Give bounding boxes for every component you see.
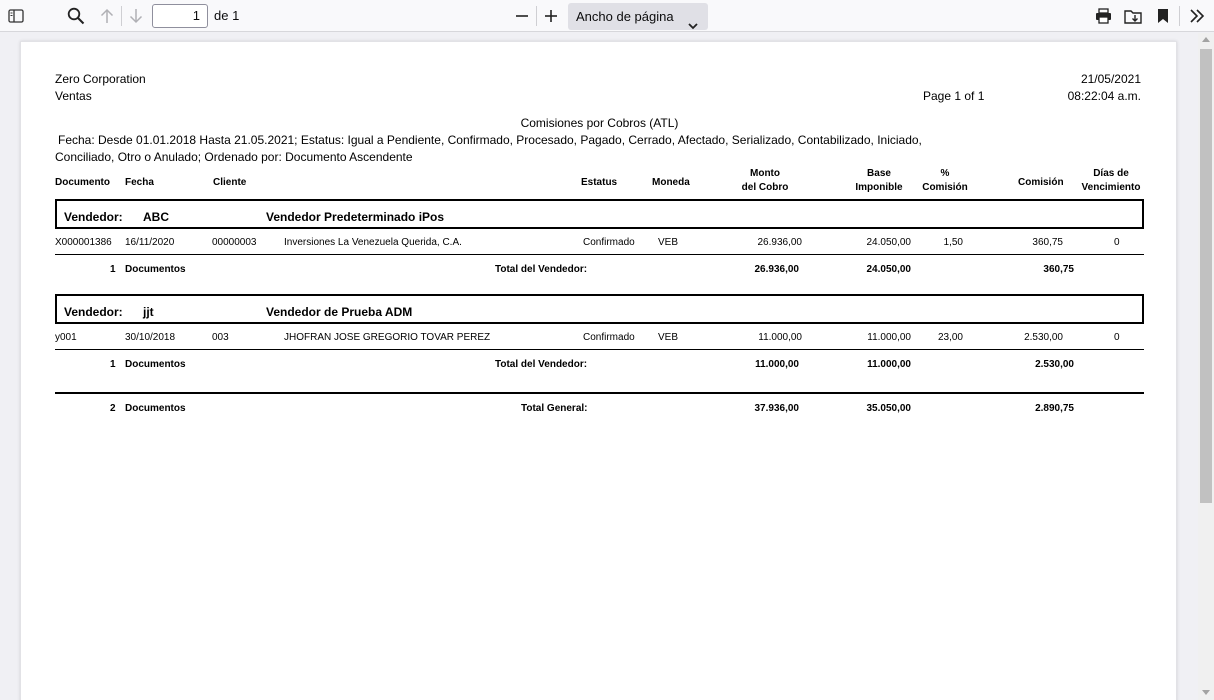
cell-cliente-nombre: JHOFRAN JOSE GREGORIO TOVAR PEREZ <box>284 332 491 343</box>
page-info: Page 1 of 1 <box>923 89 985 103</box>
total-comision: 2.530,00 <box>1035 359 1074 370</box>
vendor-name: Vendedor Predeterminado iPos <box>266 210 445 224</box>
col-moneda: Moneda <box>652 177 690 188</box>
more-tools-icon[interactable] <box>1186 4 1208 28</box>
col-documento: Documento <box>55 177 110 188</box>
grand-total-label: Total General: <box>521 403 588 414</box>
col-fecha: Fecha <box>125 177 154 188</box>
print-icon[interactable] <box>1092 4 1114 28</box>
bookmark-icon[interactable] <box>1153 4 1173 28</box>
col-estatus: Estatus <box>581 177 618 188</box>
cell-pct: 23,00 <box>937 332 963 343</box>
col-pct-line2: Comisión <box>922 182 968 193</box>
cell-cliente-nombre: Inversiones La Venezuela Querida, C.A. <box>284 237 462 248</box>
cell-pct: 1,50 <box>943 237 963 248</box>
total-base: 11.000,00 <box>867 359 911 370</box>
toolbar-separator <box>536 6 537 26</box>
page-count-label: de 1 <box>214 8 240 23</box>
col-dias-line1: Días de <box>1093 168 1129 179</box>
cell-estatus: Confirmado <box>583 237 635 248</box>
zoom-select-value: Ancho de página <box>576 9 674 24</box>
vendor-name: Vendedor de Prueba ADM <box>266 305 413 319</box>
total-count: 1 <box>110 359 116 370</box>
grand-total-count-label: Documentos <box>125 403 186 414</box>
cell-comision: 360,75 <box>1032 237 1063 248</box>
grand-total-monto: 37.936,00 <box>754 403 799 414</box>
cell-moneda: VEB <box>658 332 679 343</box>
zoom-out-icon[interactable] <box>512 4 532 28</box>
report-filter-line-1: Fecha: Desde 01.01.2018 Hasta 21.05.2021; Estatus: Igual a Pendiente, Confirmado, Procesado, Pagado, Cerrado, Afectado, Serializado, Contabilizado, Iniciado, <box>58 133 922 147</box>
total-monto: 11.000,00 <box>755 359 799 370</box>
cell-moneda: VEB <box>658 237 679 248</box>
vendor-code: jjt <box>143 305 154 319</box>
col-cliente: Cliente <box>213 177 247 188</box>
total-count: 1 <box>110 264 116 275</box>
total-count-label: Documentos <box>125 264 186 275</box>
cell-fecha: 30/10/2018 <box>125 332 176 343</box>
grand-total-comision: 2.890,75 <box>1035 403 1074 414</box>
row-divider <box>55 349 1144 350</box>
cell-fecha: 16/11/2020 <box>125 237 175 248</box>
scroll-up-arrow-icon[interactable] <box>1202 37 1210 42</box>
save-icon[interactable] <box>1122 4 1144 28</box>
scrollbar-thumb[interactable] <box>1200 49 1212 503</box>
total-comision: 360,75 <box>1043 264 1074 275</box>
cell-cliente-codigo: 003 <box>212 332 229 343</box>
vendor-group-header <box>55 294 1144 324</box>
col-monto-line1: Monto <box>750 168 780 179</box>
grand-total-base: 35.050,00 <box>866 403 911 414</box>
grand-total-divider <box>55 392 1144 394</box>
col-monto-line2: del Cobro <box>741 182 789 193</box>
next-page-icon[interactable] <box>125 4 147 28</box>
cell-base: 24.050,00 <box>866 237 911 248</box>
report-title: Comisiones por Cobros (ATL) <box>520 116 679 130</box>
scroll-down-arrow-icon[interactable] <box>1202 690 1210 695</box>
cell-documento: X000001386 <box>55 237 112 248</box>
cell-base: 11.000,00 <box>867 332 911 343</box>
col-comision: Comisión <box>1018 177 1064 188</box>
previous-page-icon[interactable] <box>96 4 118 28</box>
total-monto: 26.936,00 <box>754 264 799 275</box>
report-date: 21/05/2021 <box>1080 72 1141 86</box>
zoom-in-icon[interactable] <box>541 4 561 28</box>
search-icon[interactable] <box>64 4 88 28</box>
vendor-code: ABC <box>143 210 169 224</box>
sidebar-toggle-icon[interactable] <box>4 4 28 28</box>
cell-documento: y001 <box>55 332 77 343</box>
row-divider <box>55 254 1144 255</box>
pdf-page <box>20 41 1177 700</box>
report-time: 08:22:04 a.m. <box>1067 89 1141 103</box>
vendor-label: Vendedor: <box>64 210 123 224</box>
total-base: 24.050,00 <box>866 264 911 275</box>
col-base-line1: Base <box>867 168 891 179</box>
cell-monto: 26.936,00 <box>757 237 802 248</box>
toolbar-separator <box>121 6 122 26</box>
grand-total-count: 2 <box>110 403 116 414</box>
cell-monto: 11.000,00 <box>758 332 802 343</box>
report-filter-line-2: Conciliado, Otro o Anulado; Ordenado por: Documento Ascendente <box>55 150 413 164</box>
cell-cliente-codigo: 00000003 <box>212 237 257 248</box>
company-name: Zero Corporation <box>55 72 146 86</box>
toolbar-separator <box>1179 6 1180 26</box>
vendor-label: Vendedor: <box>64 305 123 319</box>
zoom-select[interactable] <box>568 3 708 30</box>
module-name: Ventas <box>55 89 92 103</box>
cell-dias: 0 <box>1114 237 1120 248</box>
page-number-input[interactable]: 1 <box>152 4 208 28</box>
cell-estatus: Confirmado <box>583 332 635 343</box>
col-dias-line2: Vencimiento <box>1081 182 1141 193</box>
total-label: Total del Vendedor: <box>495 359 588 370</box>
pdf-toolbar <box>0 0 1214 32</box>
col-base-line2: Imponible <box>855 182 903 193</box>
total-label: Total del Vendedor: <box>495 264 588 275</box>
cell-dias: 0 <box>1114 332 1120 343</box>
vendor-group-header <box>55 199 1144 229</box>
col-pct-line1: % <box>940 168 950 179</box>
total-count-label: Documentos <box>125 359 186 370</box>
cell-comision: 2.530,00 <box>1024 332 1063 343</box>
